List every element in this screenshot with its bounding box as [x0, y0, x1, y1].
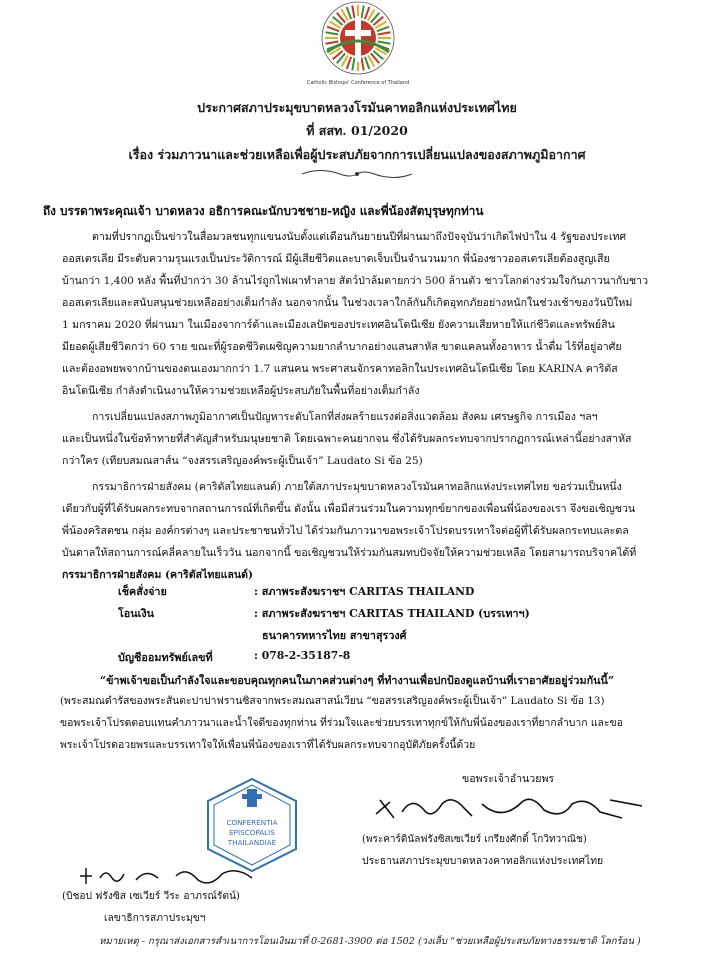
p1-line: และต้องอพยพจากบ้านของตนเองมากกว่า 1.7 แสนคน พระศาสนจักรคาทอลิกในประเทศอินโดนีเซีย โดย KARINA คาริตัส [62, 363, 618, 375]
p3-bold-end: กรรมาธิการฝ่ายสังคม (คาริตัสไทยแลนด์) [62, 569, 254, 581]
p1-line: อินโดนีเซีย กำลังดำเนินงานให้ความช่วยเหลือผู้ประสบภัยในพื้นที่อย่างเต็มกำลัง [62, 385, 420, 397]
donation-value: : สภาพระสังฆราชฯ CARITAS THAILAND [254, 585, 475, 598]
p3-line: กรรมาธิการฝ่ายสังคม (คาริตัสไทยแลนด์) ภายใต้สภาประมุขบาดหลวงโรมันคาทอลิกแห่งประเทศไทย ขอร่วมเป็นหนึ่ง [92, 481, 622, 493]
p1-line: ออสเตรเลียและสนับสนุนช่วยเหลืออย่างเต็มกำลัง นอกจากนั้น ในช่วงเวลาใกล้กันก็เกิดอุทกภัยอย่างหนักในช่วงเช้าของวันปีใหม่ [62, 297, 633, 309]
secretary-signature [76, 862, 276, 888]
footnote: หมายเหตุ - กรุณาส่งเอกสารสำเนาการโอนเงินมาที่ 0-2681-3900 ต่อ 1502 (วงเล็บ “ช่วยเหลือผู้ประสบภัยทางธรรมชาติ โลกร้อน ) [99, 936, 641, 947]
president-title: ประธานสภาประมุขบาดหลวงคาทอลิกแห่งประเทศไทย [362, 855, 604, 867]
cbct-logo [306, 0, 410, 88]
salutation: ถึง บรรดาพระคุณเจ้า บาดหลวง อธิการคณะนักบวชชาย-หญิง และพี่น้องสัตบุรุษทุกท่าน [43, 204, 484, 218]
p3-line: พี่น้องคริสตชน กลุ่ม องค์กรต่างๆ และประชาชนทั่วไป ได้ร่วมกันภาวนาขอพระเจ้าโปรดบรรเทาใจต่อผู้ที่ได้รับผลกระทบและดล [62, 525, 629, 537]
p2-line: การเปลี่ยนแปลงสภาพภูมิอากาศเป็นปัญหาระดับโลกที่ส่งผลร้ายแรงต่อสิ่งแวดล้อม สังคม เศรษฐกิจ การเมือง ฯลฯ [92, 411, 598, 423]
episcopal-seal [202, 775, 302, 875]
p2-line: และเป็นหนึ่งในข้อท้าทายที่สำคัญสำหรับมนุษยชาติ โดยเฉพาะคนยากจน ซึ่งได้รับผลกระทบจากปรากฏการณ์เหล่านี้อย่างสาหัส [62, 433, 632, 445]
closing-line: พระเจ้าโปรดอวยพรและบรรเทาใจให้เพื่อนพี่น้องของเราที่ได้รับผลกระทบจากอุบัติภัยครั้งนี้ด้วย [60, 739, 476, 751]
president-signature [372, 792, 652, 826]
donation-bank: ธนาคารทหารไทย สาขาสุรวงศ์ [262, 629, 407, 642]
donation-label: บัญชีออมทรัพย์เลขที่ [118, 651, 213, 664]
president-name: (พระคาร์ดินัลฟรังซิสเซเวียร์ เกรียงศักดิ์ โกวิทวาณิช) [362, 834, 587, 845]
logo-ring-text: Catholic Bishops' Conference of Thailand [306, 80, 410, 86]
p1-line: ออสเตรเลีย มีระดับความรุนแรงเป็นประวัติการณ์ มีผู้เสียชีวิตและบาดเจ็บเป็นจำนวนมาก พี่น้องชาวออสเตรเลียต้องสูญเสีย [62, 253, 610, 265]
ornament-divider [300, 166, 414, 180]
seal-text: CONFERENTIA [226, 818, 278, 827]
p3-line: เดียวกับผู้ที่ได้รับผลกระทบจากสถานการณ์ที่เกิดขึ้น ดังนั้น เพื่อมีส่วนร่วมในความทุกข์ยากของเพื่อนพี่น้องของเรา จึงขอเชิญชวน [62, 503, 636, 515]
blessing: ขอพระเจ้าอำนวยพร [462, 773, 555, 785]
donation-value: : สภาพระสังฆราชฯ CARITAS THAILAND (บรรเทาฯ) [254, 607, 530, 620]
p1-line: บ้านกว่า 1,400 หลัง พื้นที่ป่ากว่า 30 ล้านไร่ถูกไฟเผาทำลาย สัตว์ป่าล้มตายกว่า 500 ล้านตัว ชาวโลกต่างร่วมใจกันภาวนากับชาว [62, 275, 649, 287]
title-line-1: ประกาศสภาประมุขบาดหลวงโรมันคาทอลิกแห่งประเทศไทย [197, 100, 517, 115]
seal-text: EPISCOPALIS [229, 828, 275, 837]
p1-line: มียอดผู้เสียชีวิตกว่า 60 ราย ขณะที่ผู้รอดชีวิตเผชิญความยากลำบากอย่างแสนสาหัส ขาดแคลนทั้งอาหาร น้ำดื่ม ไร้ที่อยู่อาศัย [62, 341, 622, 353]
donation-label: โอนเงิน [118, 607, 155, 620]
p3-line: บันดาลให้สถานการณ์คลี่คลายในเร็ววัน นอกจากนี้ ขอเชิญชวนให้ร่วมกันสมทบปัจจัยให้ความช่วยเหลือ โดยสามารถบริจาคได้ที่ [62, 547, 637, 559]
quote-source: (พระสมณดำรัสของพระสันตะปาปาฟรานซิสจากพระสมณสาสน์เวียน “ขอสรรเสริญองค์พระผู้เป็นเจ้า” Laudato Si ข้อ 13) [60, 695, 605, 707]
p2-line: กว่าใคร (เทียบสมณสาส์น “จงสรรเสริญองค์พระผู้เป็นเจ้า” Laudato Si ข้อ 25) [62, 455, 423, 467]
closing-line: ขอพระเจ้าโปรดตอบแทนคำภาวนาและน้ำใจดีของทุกท่าน ที่ร่วมใจและช่วยบรรเทาทุกข์ให้กับพี่น้องของเราที่ยากลำบาก และขอ [60, 717, 623, 729]
title-line-2: ที่ สสท. 01/2020 [306, 123, 408, 138]
seal-text: THAILANDIAE [227, 838, 277, 847]
secretary-name: (บิชอป ฟรังซิส เซเวียร์ วีระ อาภรณ์รัตน์) [62, 891, 240, 902]
secretary-title: เลขาธิการสภาประมุขฯ [104, 913, 206, 924]
p1-line: 1 มกราคม 2020 ที่ผ่านมา ในเมืองจาการ์ต้าและเมืองเลปัดของประเทศอินโดนีเซีย ยังความเสียหายให้แก่ชีวิตและทรัพย์สิน [62, 319, 615, 331]
p1-line: ตามที่ปรากฏเป็นข่าวในสื่อมวลชนทุกแขนงนับตั้งแต่เดือนกันยายนปีที่ผ่านมาถึงปัจจุบันว่าเกิดไฟป่าใน 4 รัฐของประเทศ [92, 231, 627, 243]
title-line-3: เรื่อง ร่วมภาวนาและช่วยเหลือเพื่อผู้ประสบภัยจากการเปลี่ยนแปลงของสภาพภูมิอากาศ [128, 147, 586, 162]
quote-bold: “ข้าพเจ้าขอเป็นกำลังใจและขอบคุณทุกคนในภาคส่วนต่างๆ ที่ทำงานเพื่อปกป้องดูแลบ้านที่เราอาศัยอยู่ร่วมกันนี้” [99, 674, 615, 687]
donation-value: : 078-2-35187-8 [254, 649, 351, 662]
donation-label: เช็คสั่งจ่าย [118, 585, 167, 598]
